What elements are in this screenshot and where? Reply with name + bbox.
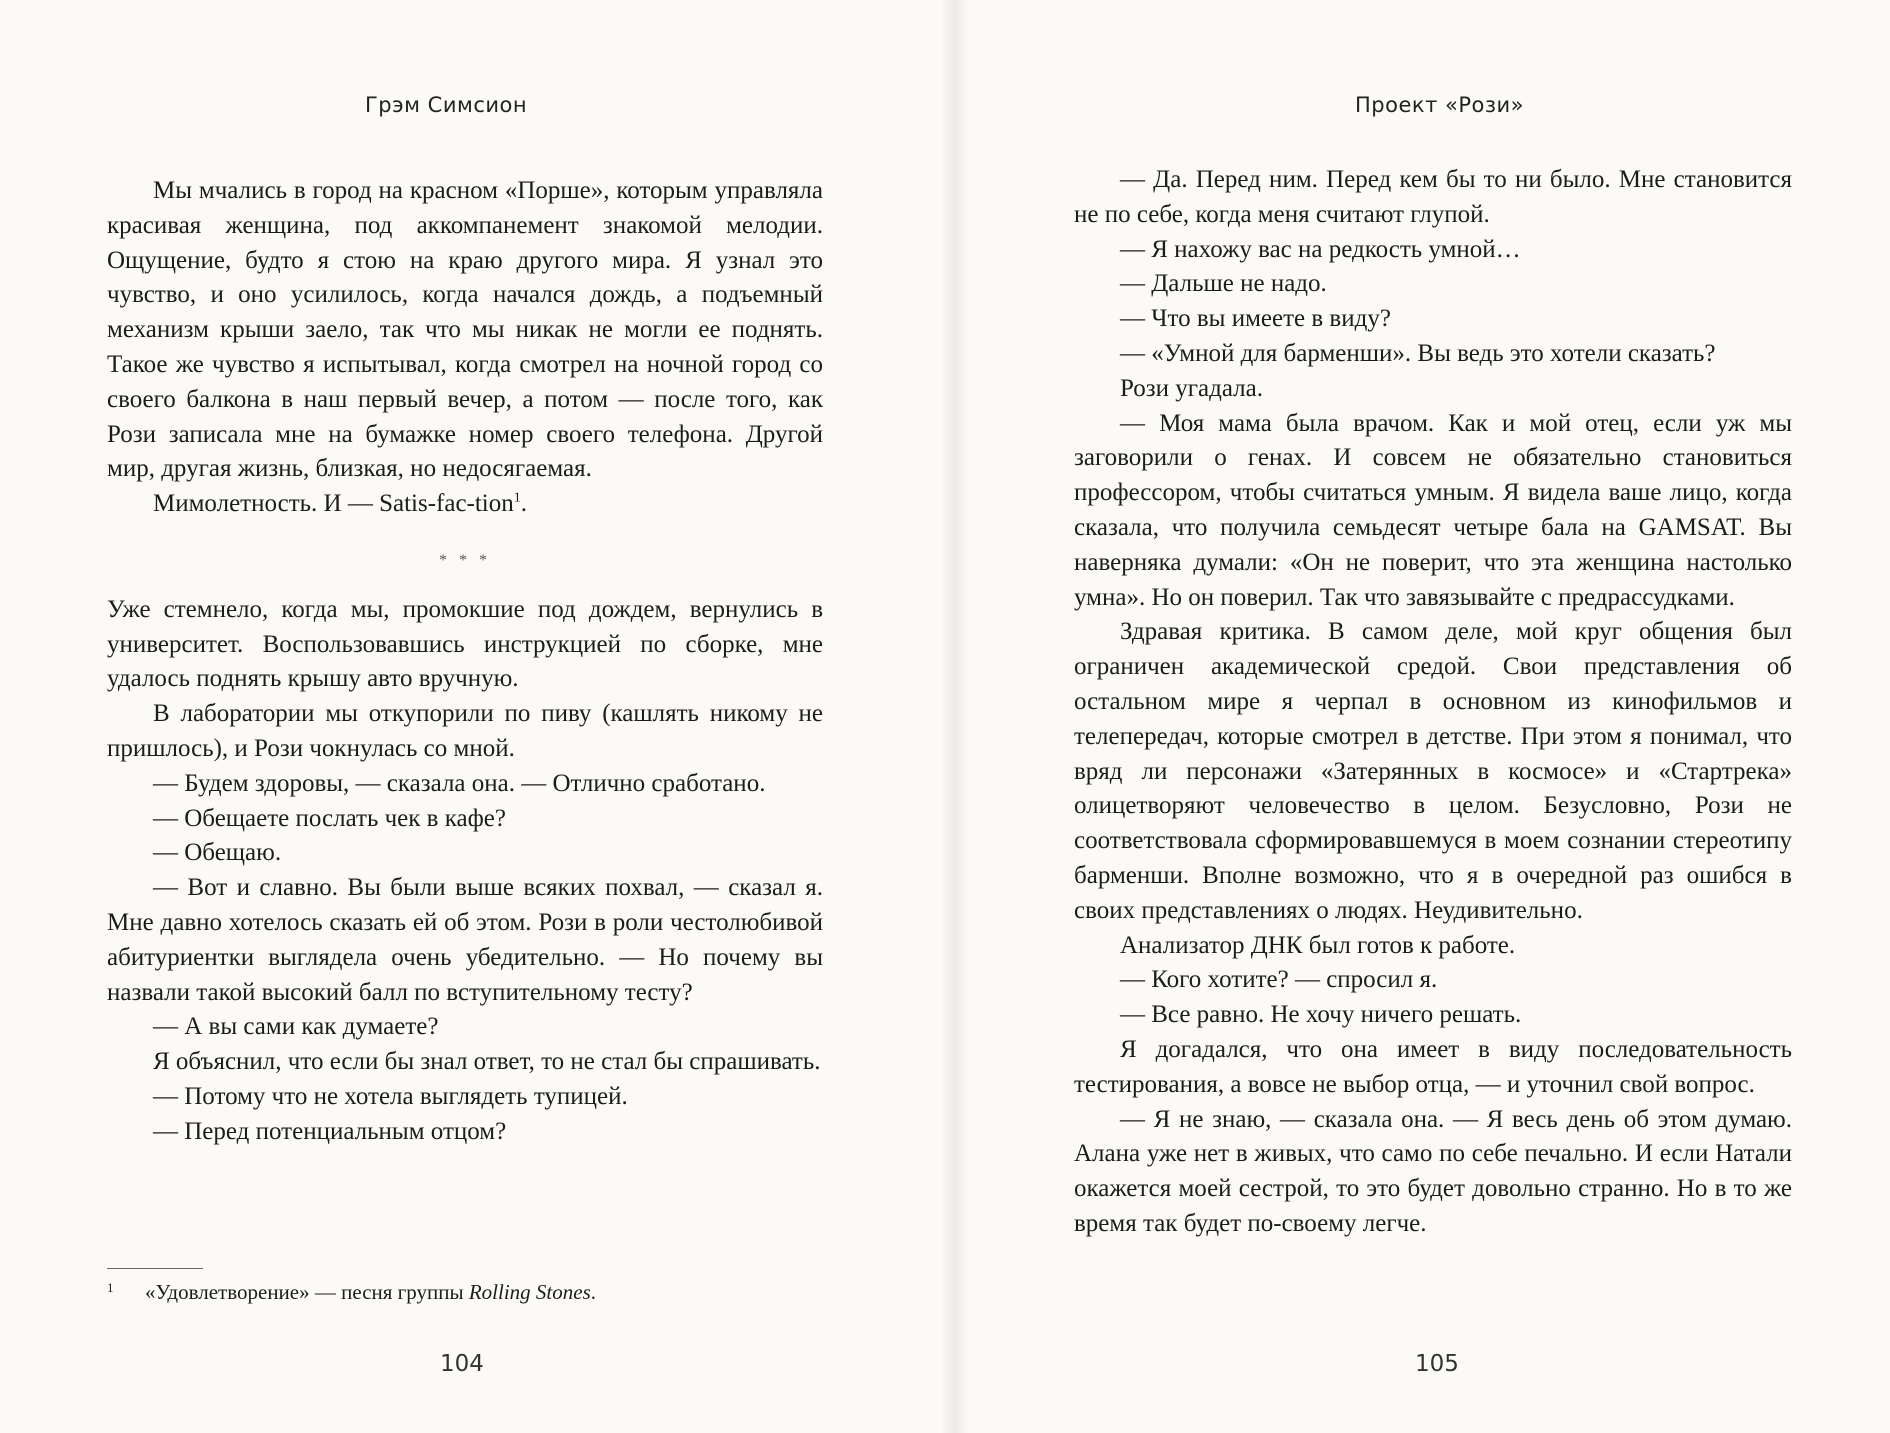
running-head-author: Грэм Симсион — [365, 93, 528, 117]
dialogue-line: — Обещаю. — [153, 839, 282, 867]
dialogue-line: — Что вы имеете в виду? — [1120, 305, 1391, 333]
dialogue-line: — Перед потенциальным отцом? — [153, 1117, 507, 1145]
paragraph-trail: . — [520, 490, 528, 518]
paragraph: Анализатор ДНК был готов к работе. — [1120, 931, 1516, 959]
dialogue-line: — Кого хотите? — спросил я. — [1120, 966, 1438, 994]
dialogue-line: — А вы сами как думаете? — [153, 1013, 439, 1041]
paragraph: Рози угадала. — [1120, 374, 1263, 402]
section-separator: * * * — [439, 551, 491, 569]
paragraph: Здравая критика. В самом деле, мой круг общения был ограничен академической средой. Свои представления об остальном мире я черпал в основном из кинофильмов и телепередач, которые смотрел в детстве. При этом я понимал, что вряд ли персонажи «Затерянных в космосе» и «Стартрека» олицетворяют человечество в целом. Безусловно, Рози не соответствовала сформировавшемуся в моем сознании стереотипу барменши. Вполне возможно, что я в очередной раз ошибся в своих представлениях о людях. Неудивительно. — [1074, 618, 1792, 924]
dialogue-line: — Будем здоровы, — сказала она. — Отлично сработано. — [153, 769, 766, 797]
footnote — [107, 1278, 823, 1306]
footnote-band-name: Rolling Stones — [468, 1280, 591, 1304]
footnote-mark: 1 — [107, 1280, 114, 1295]
footnote-reference: 1 — [513, 490, 521, 506]
footnote-divider — [107, 1268, 203, 1269]
right-page-text — [1074, 163, 1792, 1242]
dialogue-line: — Я не знаю, — сказала она. — Я весь день об этом думаю. Алана уже нет в живых, что само по себе печально. И если Натали окажется моей сестрой, то это будет довольно странно. Но в то же время так будет по-своему легче. — [1074, 1105, 1792, 1237]
dialogue-line: — Дальше не надо. — [1120, 270, 1327, 298]
dialogue-line: — Обещаете послать чек в кафе? — [153, 804, 506, 832]
left-page-text — [107, 174, 823, 1150]
paragraph: Мы мчались в город на красном «Порше», которым управляла красивая женщина, под аккомпанемент знакомой мелодии. Ощущение, будто я стою на краю другого мира. Я узнал это чувство, и оно усилилось, когда начался дождь, а подъемный механизм крыши заело, так что мы никак не могли ее поднять. Такое же чувство я испытывал, когда смотрел на ночной город со своего балкона в наш первый вечер, а потом — после того, как Рози записала мне на бумажке номер своего телефона. Другой мир, другая жизнь, близкая, но недосягаемая. — [107, 177, 823, 483]
paragraph-text: Мимолетность. И — Satis-fac-tion — [153, 490, 514, 518]
dialogue-line: — Потому что не хотела выглядеть тупицей. — [153, 1082, 628, 1110]
footnote-trail: . — [590, 1280, 597, 1304]
footnote-body — [145, 1278, 823, 1306]
dialogue-line: — Моя мама была врачом. Как и мой отец, если уж мы заговорили о генах. И совсем не обязательно становиться профессором, чтобы считаться умным. Я видела ваше лицо, когда сказала, что получила семьдесят четыре бала на GAMSAT. Вы наверняка думали: «Он не поверит, что эта женщина настолько умна». Но он поверил. Так что завязывайте с предрассудками. — [1074, 409, 1792, 611]
footnote-text: «Удовлетворение» — песня группы — [145, 1280, 469, 1304]
paragraph: Я объяснил, что если бы знал ответ, то не стал бы спрашивать. — [153, 1048, 821, 1076]
right-page — [945, 0, 1890, 1433]
dialogue-line: — Да. Перед ним. Перед кем бы то ни было. Мне становится не по себе, когда меня считают глупой. — [1074, 166, 1792, 228]
paragraph: Уже стемнело, когда мы, промокшие под дождем, вернулись в университет. Воспользовавшись инструкцией по сборке, мне удалось поднять крышу авто вручную. — [107, 595, 823, 693]
dialogue-line: — «Умной для барменши». Вы ведь это хотели сказать? — [1120, 339, 1716, 367]
dialogue-line: — Все равно. Не хочу ничего решать. — [1120, 1001, 1522, 1029]
page-number-right: 105 — [1415, 1351, 1459, 1377]
paragraph: В лаборатории мы откупорили по пиву (кашлять никому не пришлось), и Рози чокнулась со мной. — [107, 700, 823, 762]
running-head-title: Проект «Рози» — [1355, 93, 1525, 117]
page-number-left: 104 — [440, 1351, 484, 1377]
dialogue-line: — Вот и славно. Вы были выше всяких похвал, — сказал я. Мне давно хотелось сказать ей об этом. Рози в роли честолюбивой абитуриентки выглядела очень убедительно. — Но почему вы назвали такой высокий балл по вступительному тесту? — [107, 874, 823, 1006]
dialogue-line: — Я нахожу вас на редкость умной… — [1120, 235, 1521, 263]
paragraph — [107, 487, 823, 522]
paragraph: Я догадался, что она имеет в виду последовательность тестирования, а вовсе не выбор отца, — и уточнил свой вопрос. — [1074, 1035, 1792, 1098]
